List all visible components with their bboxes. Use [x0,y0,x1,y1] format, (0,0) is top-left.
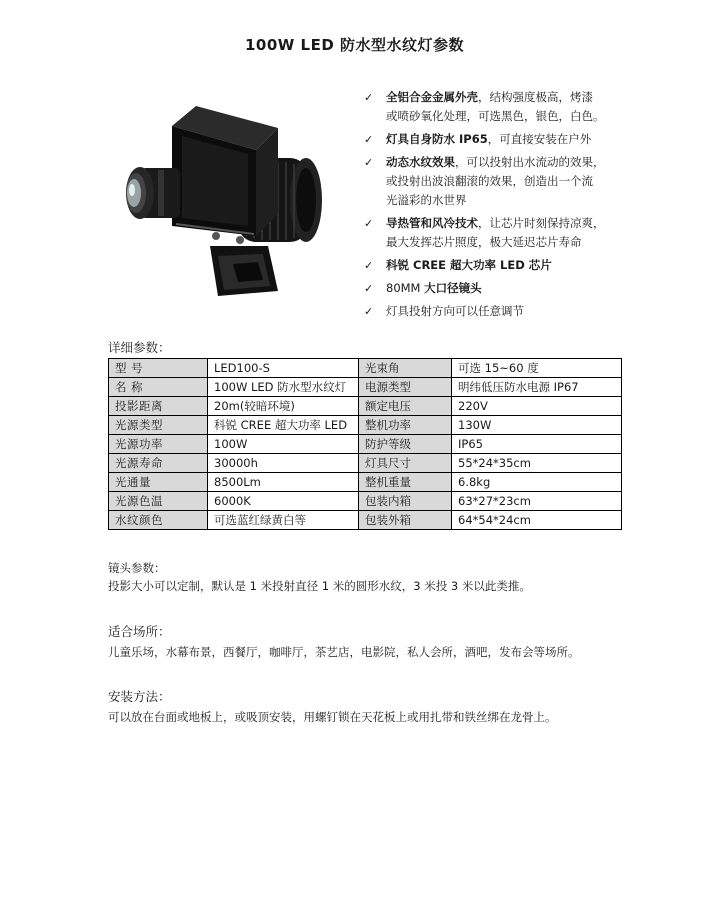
venues-heading: 适合场所： [108,624,171,639]
feature-highlight: 导热管和风冷技术 [386,216,478,230]
check-icon: ✓ [364,282,374,295]
feature-text: ，结构强度极高，烤漆 [478,90,593,104]
feature-highlight: 大口径镜头 [424,281,482,295]
feature-highlight: 全铝合金金属外壳 [386,90,478,104]
install-heading: 安装方法： [108,689,171,704]
install-text: 可以放在台面或地板上，或吸顶安装，用螺钉锁在天花板上或用扎带和铁丝绑在龙骨上。 [108,710,557,724]
table-cell: 科锐 CREE 超大功率 LED [208,416,359,435]
table-row [109,435,622,454]
table-row [109,378,622,397]
table-row [109,473,622,492]
feature-text: 80MM [386,281,425,295]
lens-text: 投影大小可以定制，默认是 1 米投射直径 1 米的圆形水纹，3 米投 3 米以此类推。 [108,579,531,593]
table-cell: 可选 15~60 度 [452,359,622,378]
check-icon: ✓ [364,91,374,104]
table-row [109,492,622,511]
table-cell: 220V [452,397,622,416]
table-cell: 30000h [208,454,359,473]
feature-item [362,153,622,210]
table-cell: 包装外箱 [359,511,452,530]
table-cell: 64*54*24cm [452,511,622,530]
table-cell: 光源寿命 [109,454,208,473]
table-cell: 光通量 [109,473,208,492]
feature-highlight: 灯具自身防水 IP65 [386,132,488,146]
feature-item [362,256,622,275]
feature-text: 灯具投射方向可以任意调节 [386,304,524,318]
feature-item [362,130,622,149]
table-cell: 光源功率 [109,435,208,454]
table-cell: 55*24*35cm [452,454,622,473]
table-cell: 水纹颜色 [109,511,208,530]
feature-text: 或喷砂氧化处理，可选黑色，银色，白色。 [386,109,605,123]
feature-text: 光溢彩的水世界 [386,193,467,207]
feature-item [362,279,622,298]
table-cell: 名 称 [109,378,208,397]
table-cell: 型 号 [109,359,208,378]
table-cell: 20m(较暗环境) [208,397,359,416]
product-image [118,96,338,304]
venues-text: 儿童乐场，水幕布景，西餐厅，咖啡厅，茶艺店，电影院，私人会所，酒吧，发布会等场所。 [108,645,580,659]
feature-item [362,214,622,252]
table-cell: 包装内箱 [359,492,452,511]
feature-list [362,88,622,325]
feature-text: 最大发挥芯片照度，极大延迟芯片寿命 [386,235,582,249]
table-cell: 整机功率 [359,416,452,435]
table-cell: 8500Lm [208,473,359,492]
spec-heading: 详细参数： [108,340,171,355]
table-cell: 整机重量 [359,473,452,492]
check-icon: ✓ [364,133,374,146]
table-cell: 63*27*23cm [452,492,622,511]
feature-text: ，可直接安装在户外 [487,132,592,146]
spec-table [108,358,622,530]
table-cell: 光束角 [359,359,452,378]
feature-text: 或投射出波浪翻滚的效果，创造出一个流 [386,174,593,188]
table-row [109,359,622,378]
table-cell: IP65 [452,435,622,454]
table-cell: LED100-S [208,359,359,378]
table-cell: 明纬低压防水电源 IP67 [452,378,622,397]
feature-highlight: 动态水纹效果 [386,155,455,169]
table-cell: 6000K [208,492,359,511]
table-cell: 防护等级 [359,435,452,454]
table-cell: 可选蓝红绿黄白等 [208,511,359,530]
table-cell: 额定电压 [359,397,452,416]
table-row [109,397,622,416]
table-row [109,511,622,530]
feature-item [362,302,622,321]
check-icon: ✓ [364,305,374,318]
page-title: 100W LED 防水型水纹灯参数 [244,36,465,54]
table-cell: 投影距离 [109,397,208,416]
check-icon: ✓ [364,156,374,169]
table-cell: 光源色温 [109,492,208,511]
feature-text: ，可以投射出水流动的效果， [455,155,605,169]
table-cell: 100W LED 防水型水纹灯 [208,378,359,397]
table-cell: 光源类型 [109,416,208,435]
check-icon: ✓ [364,259,374,272]
table-row [109,416,622,435]
table-row [109,454,622,473]
check-icon: ✓ [364,217,374,230]
lens-heading: 镜头参数： [108,561,166,575]
table-cell: 100W [208,435,359,454]
feature-highlight: 科锐 CREE 超大功率 LED 芯片 [386,258,552,272]
table-cell: 6.8kg [452,473,622,492]
feature-item [362,88,622,126]
table-cell: 灯具尺寸 [359,454,452,473]
feature-text: ，让芯片时刻保持凉爽， [478,216,605,230]
table-cell: 电源类型 [359,378,452,397]
table-cell: 130W [452,416,622,435]
